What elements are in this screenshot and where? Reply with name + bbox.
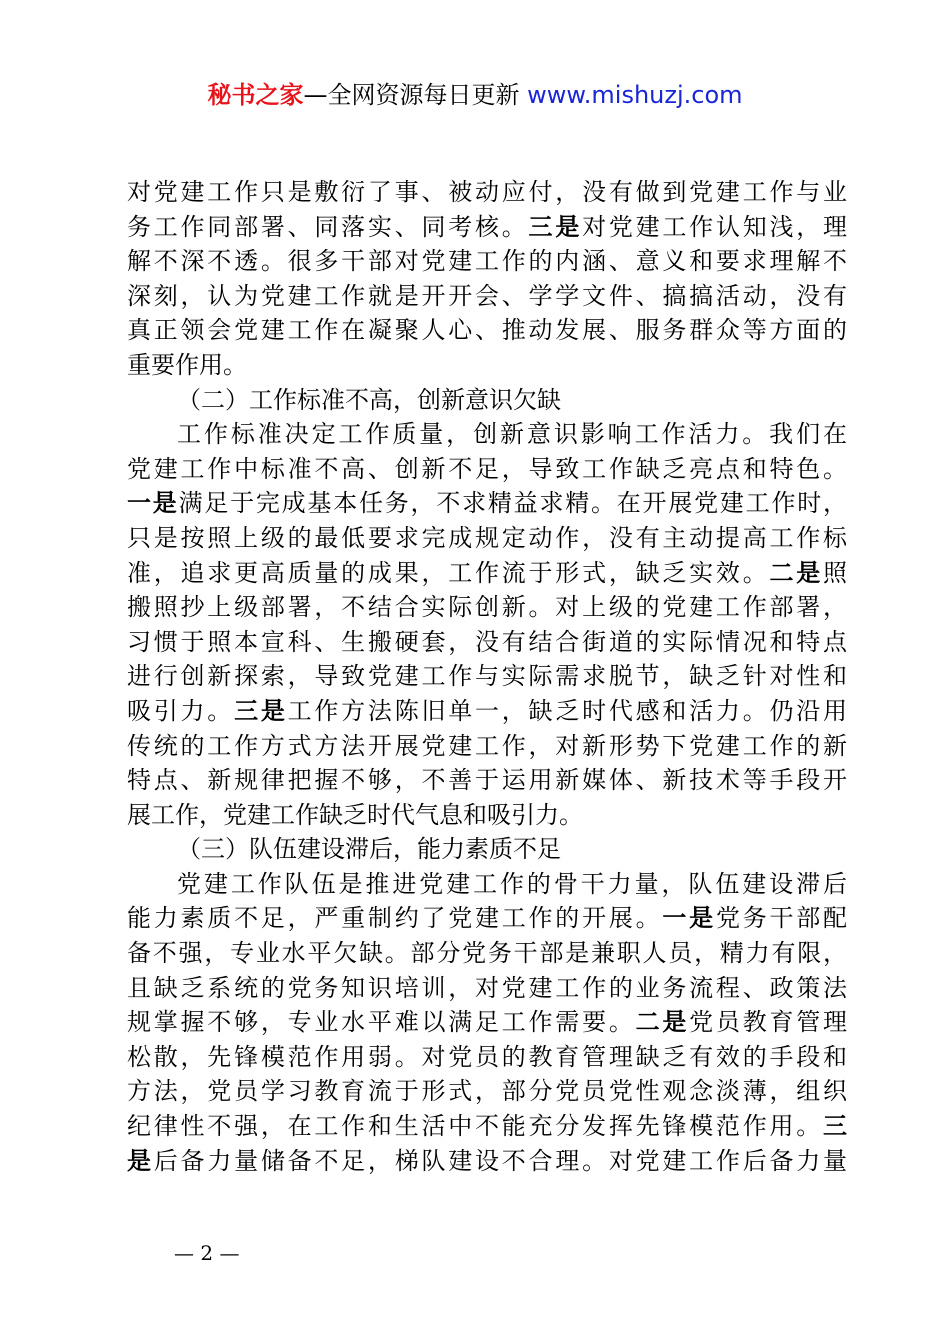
text-line: 且缺乏系统的党务知识培训，对党建工作的业务流程、政策法 bbox=[127, 973, 847, 1002]
text-line: 搬照抄上级部署，不结合实际创新。对上级的党建工作部署， bbox=[127, 593, 847, 622]
text-line: 是后备力量储备不足，梯队建设不合理。对党建工作后备力量 bbox=[127, 1146, 848, 1175]
text-line: 准，追求更高质量的成果，工作流于形式，缺乏实效。二是照 bbox=[127, 558, 848, 587]
text-line: 习惯于照本宣科、生搬硬套，没有结合街道的实际情况和特点 bbox=[127, 627, 847, 656]
bold-marker: 二是 bbox=[769, 558, 824, 587]
text-line: 特点、新规律把握不够，不善于运用新媒体、新技术等手段开 bbox=[127, 766, 847, 795]
text-line: 传统的工作方式方法开展党建工作，对新形势下党建工作的新 bbox=[127, 731, 847, 760]
page-number: — 2 — bbox=[174, 1241, 240, 1265]
text-line: 备不强，专业水平欠缺。部分党务干部是兼职人员，精力有限， bbox=[127, 939, 847, 968]
site-name: 秘书之家 bbox=[207, 81, 304, 109]
text-line: 能力素质不足，严重制约了党建工作的开展。一是党务干部配 bbox=[127, 904, 848, 933]
bold-marker: 一是 bbox=[662, 904, 716, 933]
bold-marker: 二是 bbox=[635, 1008, 690, 1037]
text-line: 真正领会党建工作在凝聚人心、推动发展、服务群众等方面的 bbox=[127, 316, 847, 345]
text-line: 展工作，党建工作缺乏时代气息和吸引力。 bbox=[127, 800, 583, 829]
text-line: 进行创新探索，导致党建工作与实际需求脱节，缺乏针对性和 bbox=[127, 662, 847, 691]
text-line: 党建工作中标准不高、创新不足，导致工作缺乏亮点和特色。 bbox=[127, 454, 847, 483]
text-line: 解不深不透。很多干部对党建工作的内涵、意义和要求理解不 bbox=[127, 247, 847, 276]
site-url[interactable]: www.mishuzj.com bbox=[527, 81, 743, 109]
text-line: 只是按照上级的最低要求完成规定动作，没有主动提高工作标 bbox=[127, 523, 847, 552]
text-line: 松散，先锋模范作用弱。对党员的教育管理缺乏有效的手段和 bbox=[127, 1042, 847, 1071]
header-tagline: —全网资源每日更新 bbox=[303, 81, 528, 109]
text-line: 一是满足于完成基本任务，不求精益求精。在开展党建工作时， bbox=[127, 489, 848, 518]
text-line: 务工作同部署、同落实、同考核。三是对党建工作认知浅，理 bbox=[127, 212, 848, 241]
bold-marker: 三是 bbox=[234, 696, 288, 725]
bold-marker: 是 bbox=[127, 1146, 154, 1175]
text-line: 方法，党员学习教育流于形式，部分党员党性观念淡薄，组织 bbox=[127, 1077, 847, 1106]
section-heading: （三）队伍建设滞后，能力素质不足 bbox=[177, 835, 561, 864]
text-line: 对党建工作只是敷衍了事、被动应付，没有做到党建工作与业 bbox=[127, 178, 847, 206]
bold-marker: 一是 bbox=[127, 489, 179, 518]
document-header bbox=[0, 78, 950, 112]
text-line: 重要作用。 bbox=[127, 350, 247, 379]
document-body bbox=[127, 175, 847, 1178]
text-line: 党建工作队伍是推进党建工作的骨干力量，队伍建设滞后 bbox=[177, 869, 847, 898]
text-line: 工作标准决定工作质量，创新意识影响工作活力。我们在 bbox=[177, 420, 847, 449]
text-line: 规掌握不够，专业水平难以满足工作需要。二是党员教育管理 bbox=[127, 1008, 848, 1037]
section-heading: （二）工作标准不高，创新意识欠缺 bbox=[177, 385, 561, 414]
bold-marker: 三 bbox=[823, 1112, 847, 1141]
text-line: 深刻，认为党建工作就是开开会、学学文件、搞搞活动，没有 bbox=[127, 281, 847, 310]
text-line: 纪律性不强，在工作和生活中不能充分发挥先锋模范作用。三 bbox=[127, 1112, 847, 1141]
bold-marker: 三是 bbox=[528, 212, 583, 241]
text-line: 吸引力。三是工作方法陈旧单一，缺乏时代感和活力。仍沿用 bbox=[127, 696, 848, 725]
